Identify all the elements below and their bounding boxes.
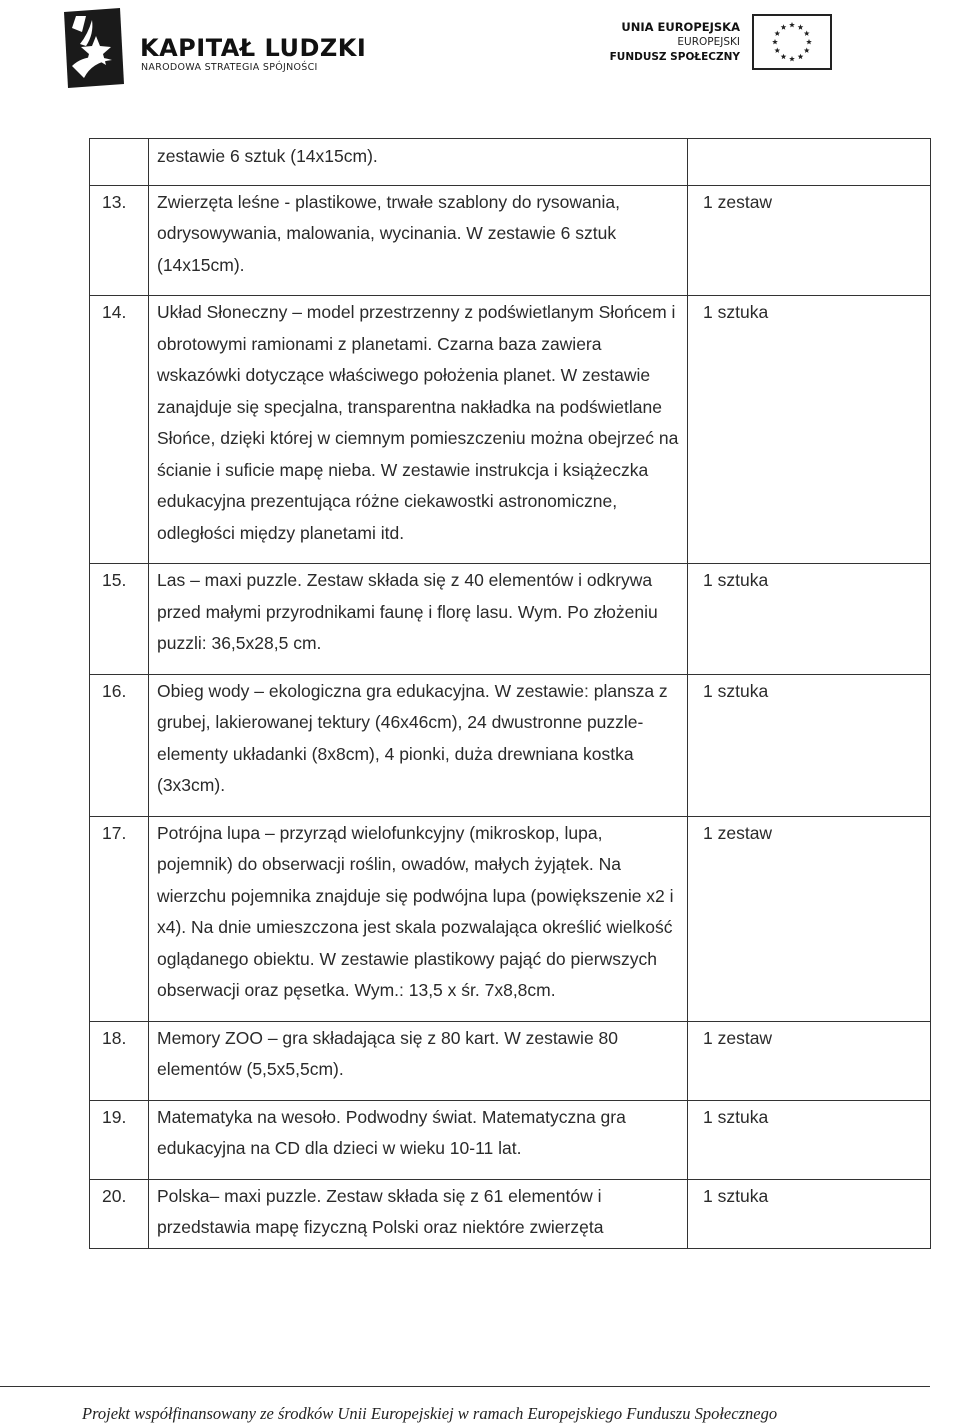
item-number: 16. xyxy=(90,674,149,816)
item-description: Las – maxi puzzle. Zestaw składa się z 40 elementów i odkrywa przed małymi przyrodnikami faunę i florę lasu. Wym. Po złożeniu puzzli: 36,5x28,5 cm. xyxy=(149,564,688,675)
item-quantity: 1 sztuka xyxy=(688,674,931,816)
item-number: 19. xyxy=(90,1100,149,1179)
footer-text: Projekt współfinansowany ze środków Unii Europejskiej w ramach Europejskiego Funduszu Społecznego xyxy=(82,1404,778,1423)
item-number: 20. xyxy=(90,1179,149,1248)
table-row xyxy=(90,1021,931,1100)
item-number: 13. xyxy=(90,185,149,296)
table-row xyxy=(90,296,931,564)
item-description: Obieg wody – ekologiczna gra edukacyjna. W zestawie: plansza z grubej, lakierowanej tektury (46x46cm), 24 dwustronne puzzle- elementy układanki (8x8cm), 4 pionki, duża drewniana kostka (3x3cm). xyxy=(149,674,688,816)
item-quantity: 1 sztuka xyxy=(688,1100,931,1179)
eu-logo-text xyxy=(610,20,740,65)
item-description: Układ Słoneczny – model przestrzenny z podświetlanym Słońcem i obrotowymi ramionami z planetami. Czarna baza zawiera wskazówki dotyczące właściwego położenia planet. W zestawie zanajduje się specjalna, transparentna nakładka na podświetlane Słońce, dzięki której w ciemnym pomieszczeniu można obejrzeć na ścianie i suficie mapę nieba. W zestawie instrukcja i książeczka edukacyjna prezentująca różne ciekawostki astronomiczne, odległości między planetami itd. xyxy=(149,296,688,564)
table-row xyxy=(90,1100,931,1179)
kapital-ludzki-star-icon xyxy=(62,6,126,90)
table-row xyxy=(90,564,931,675)
table-row xyxy=(90,674,931,816)
table-row xyxy=(90,1179,931,1248)
eu-logo-line1: UNIA EUROPEJSKA xyxy=(621,20,740,34)
item-number: 14. xyxy=(90,296,149,564)
items-table xyxy=(89,138,931,1249)
item-description: zestawie 6 sztuk (14x15cm). xyxy=(149,139,688,186)
item-description: Matematyka na wesoło. Podwodny świat. Matematyczna gra edukacyjna na CD dla dzieci w wieku 10-11 lat. xyxy=(149,1100,688,1179)
footer-divider xyxy=(0,1386,930,1387)
item-number xyxy=(90,139,149,186)
item-description: Memory ZOO – gra składająca się z 80 kart. W zestawie 80 elementów (5,5x5,5cm). xyxy=(149,1021,688,1100)
item-description: Potrójna lupa – przyrząd wielofunkcyjny (mikroskop, lupa, pojemnik) do obserwacji roślin, owadów, małych żyjątek. Na wierzchu pojemnika znajduje się podwójna lupa (powiększenie x2 i x4). Na dnie umieszczona jest skala pozwalająca określić wielkość oglądanego obiektu. W zestawie plastikowy pająć do pierwszych obserwacji oraz pęsetka. Wym.: 13,5 x śr. 7x8,8cm. xyxy=(149,816,688,1021)
item-quantity: 1 sztuka xyxy=(688,564,931,675)
item-quantity: 1 sztuka xyxy=(688,296,931,564)
kapital-ludzki-title: KAPITAŁ LUDZKI xyxy=(140,34,367,62)
item-description: Zwierzęta leśne - plastikowe, trwałe szablony do rysowania, odrysowywania, malowania, wycinania. W zestawie 6 sztuk (14x15cm). xyxy=(149,185,688,296)
item-quantity: 1 zestaw xyxy=(688,185,931,296)
eu-logo-line3: FUNDUSZ SPOŁECZNY xyxy=(609,51,740,63)
item-quantity xyxy=(688,139,931,186)
eu-stars-flag-icon xyxy=(752,14,832,70)
table-row xyxy=(90,139,931,186)
item-number: 17. xyxy=(90,816,149,1021)
item-quantity: 1 zestaw xyxy=(688,1021,931,1100)
item-number: 18. xyxy=(90,1021,149,1100)
item-description: Polska– maxi puzzle. Zestaw składa się z 61 elementów i przedstawia mapę fizyczną Polski oraz niektóre zwierzęta xyxy=(149,1179,688,1248)
item-number: 15. xyxy=(90,564,149,675)
eu-fund-logo xyxy=(609,14,832,74)
page-header xyxy=(0,0,960,100)
item-quantity: 1 zestaw xyxy=(688,816,931,1021)
item-quantity: 1 sztuka xyxy=(688,1179,931,1248)
kapital-ludzki-logo xyxy=(62,6,367,90)
table-row xyxy=(90,185,931,296)
kapital-ludzki-subtitle: NARODOWA STRATEGIA SPÓJNOŚCI xyxy=(141,62,318,73)
table-row xyxy=(90,816,931,1021)
eu-logo-line2: EUROPEJSKI xyxy=(677,36,740,48)
